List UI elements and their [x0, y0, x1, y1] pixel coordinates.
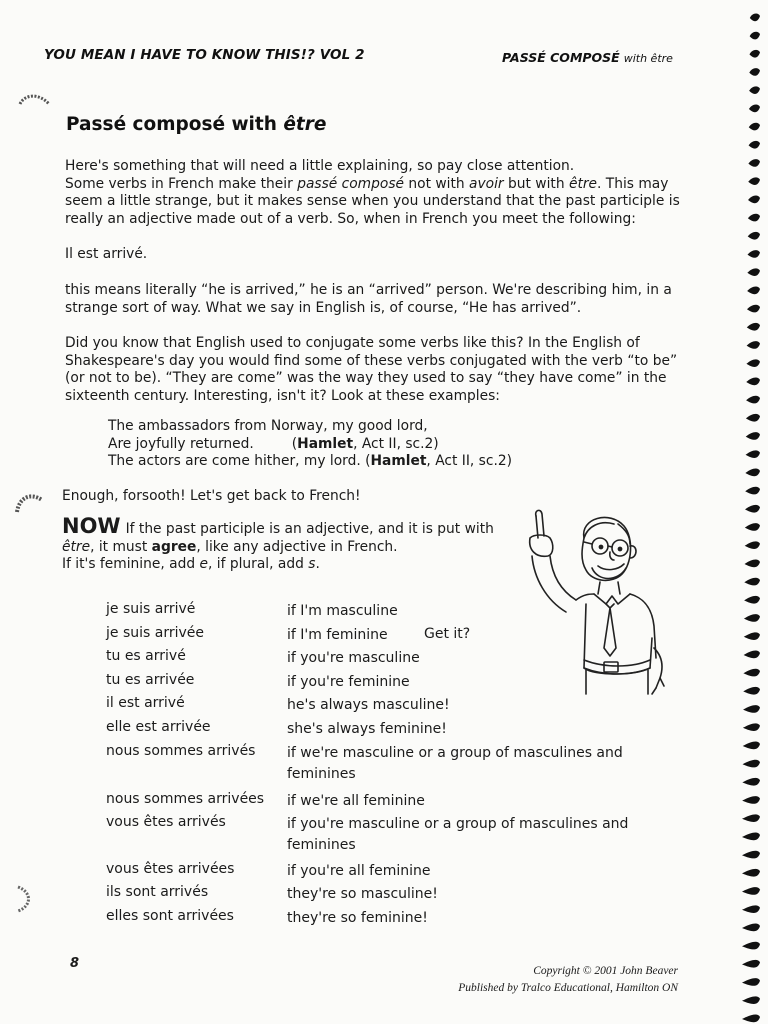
spiral-coil [742, 960, 760, 968]
spiral-coil [744, 614, 760, 622]
copyright-block [458, 963, 678, 997]
hole-punch-mark [14, 490, 44, 516]
spiral-coil [742, 1015, 760, 1023]
spiral-coil [744, 596, 760, 604]
spiral-coil [748, 250, 760, 258]
intro-paragraph: Here's something that will need a little explaining, so pay close attention. Some verbs in French make their passé composé not with avoir but with être. This may seem a little strange, but it makes sense when you understand that the past participle is really an adjective made out of a verb. So, when in French you meet the following: [65, 158, 680, 227]
conjugation-french: nous sommes arrivés [106, 743, 256, 759]
spiral-coil [746, 378, 760, 386]
spiral-coil [743, 742, 760, 750]
copyright-line: Copyright © 2001 John Beaver [533, 965, 678, 977]
spiral-coil [746, 396, 760, 404]
spiral-coil [742, 869, 760, 877]
spiral-coil [749, 123, 760, 131]
spiral-coil [743, 687, 760, 695]
spiral-coil [744, 632, 760, 640]
spiral-coil [749, 50, 760, 58]
spiral-coil [744, 651, 760, 659]
spiral-coil [749, 86, 760, 94]
conjugation-french: il est arrivé [106, 695, 185, 711]
conjugation-meaning: if I'm feminine [287, 627, 388, 643]
spiral-coil [746, 432, 760, 440]
spiral-coil [750, 14, 760, 22]
spiral-coil [748, 214, 760, 222]
conjugation-meaning: if you're masculine or a group of masculines and [287, 816, 629, 832]
explanation-paragraph: this means literally “he is arrived,” he is an “arrived” person. We're describing him, in a strange sort of way. What we say in English is, of course, “He has arrived”. [65, 282, 672, 316]
spiral-binding [728, 0, 768, 1024]
spiral-coil [742, 814, 760, 822]
conjugation-meaning: they're so feminine! [287, 910, 428, 926]
spiral-coil [747, 341, 760, 349]
page-number: 8 [70, 956, 80, 971]
conjugation-meaning: they're so masculine! [287, 886, 438, 902]
spiral-coil [749, 141, 760, 149]
hole-punch-mark [18, 92, 52, 106]
conjugation-french: elles sont arrivées [106, 908, 234, 924]
spiral-coil [742, 833, 760, 841]
conjugation-french: je suis arrivé [106, 601, 196, 617]
spiral-coil [749, 68, 760, 76]
spiral-coil [742, 905, 760, 913]
spiral-coil [743, 723, 760, 731]
page-title: Passé composé with être [66, 114, 327, 135]
conjugation-meaning: she's always feminine! [287, 721, 447, 737]
publisher-line: Published by Tralco Educational, Hamilton ON [458, 982, 678, 994]
shakespeare-paragraph: Did you know that English used to conjugate some verbs like this? In the English of Shakespeare's day you would find some of these verbs conjugated with the verb “to be” (or not to be). “They are come” was the way they used to say “they have come” in the sixteenth century. Interesting, isn't it? Look at these examples: [65, 335, 678, 404]
spiral-coil [742, 924, 760, 932]
conjugation-french: tu es arrivée [106, 672, 195, 688]
spiral-coil [749, 105, 760, 113]
example-sentence: Il est arrivé. [65, 246, 148, 262]
teacher-cartoon [514, 508, 666, 698]
spiral-coil [745, 487, 760, 495]
get-it-caption: Get it? [424, 626, 471, 642]
spiral-coil [742, 942, 760, 950]
conjugation-meaning: if I'm masculine [287, 603, 398, 619]
conjugation-meaning-cont: feminines [287, 766, 356, 782]
spiral-coil [742, 778, 760, 786]
spiral-coil [745, 523, 760, 531]
spiral-coil [747, 268, 760, 276]
spiral-coil [742, 796, 760, 804]
conjugation-meaning: if we're masculine or a group of masculines and [287, 745, 623, 761]
conjugation-french: ils sont arrivés [106, 884, 209, 900]
section-name: PASSÉ COMPOSÉ [502, 50, 620, 65]
conjugation-french: je suis arrivée [106, 625, 204, 641]
hole-punch-mark [12, 884, 34, 914]
book-title: YOU MEAN I HAVE TO KNOW THIS!? VOL 2 [44, 47, 365, 63]
spiral-coil [744, 560, 760, 568]
conjugation-meaning: if you're all feminine [287, 863, 431, 879]
spiral-coil [745, 541, 760, 549]
conjugation-french: vous êtes arrivés [106, 814, 226, 830]
conjugation-french: vous êtes arrivées [106, 861, 235, 877]
spiral-coil [743, 705, 760, 713]
spiral-coil [742, 996, 760, 1004]
spiral-coil [748, 159, 760, 167]
spiral-coil [748, 232, 760, 240]
now-heading: NOW [62, 514, 121, 538]
spiral-coil [748, 196, 760, 204]
spiral-coil [747, 305, 760, 313]
spiral-coil [746, 450, 760, 458]
section-subtitle: with être [623, 52, 673, 65]
spiral-coil [750, 32, 760, 40]
conjugation-meaning: if you're masculine [287, 650, 420, 666]
spiral-coil [747, 323, 760, 331]
conjugation-french: elle est arrivée [106, 719, 211, 735]
conjugation-meaning: he's always masculine! [287, 697, 450, 713]
spiral-coil [743, 760, 760, 768]
conjugation-french: nous sommes arrivées [106, 791, 265, 807]
spiral-coil [742, 887, 760, 895]
spiral-coil [744, 578, 760, 586]
spiral-coil [748, 177, 760, 185]
spiral-coil [745, 505, 760, 513]
conjugation-french: tu es arrivé [106, 648, 186, 664]
hamlet-quotes: The ambassadors from Norway, my good lord, Are joyfully returned. (Hamlet, Act II, sc.2) The actors are come hither, my lord. (Hamlet, Act II, sc.2) [108, 418, 512, 469]
spiral-coil [742, 978, 760, 986]
conjugation-meaning: if we're all feminine [287, 793, 425, 809]
spiral-coil [743, 669, 760, 677]
section-header [502, 50, 673, 65]
now-paragraph: NOW If the past participle is an adjective, and it is put with être, it must agree, like any adjective in French. If it's feminine, add e, if plural, add s. [62, 514, 494, 572]
conjugation-meaning: if you're feminine [287, 674, 410, 690]
spiral-coil [745, 469, 760, 477]
spiral-coil [746, 414, 760, 422]
spiral-coil [746, 359, 760, 367]
conjugation-meaning-cont: feminines [287, 837, 356, 853]
spiral-coil [747, 287, 760, 295]
enough-line: Enough, forsooth! Let's get back to French! [62, 488, 361, 504]
spiral-coil [742, 851, 760, 859]
